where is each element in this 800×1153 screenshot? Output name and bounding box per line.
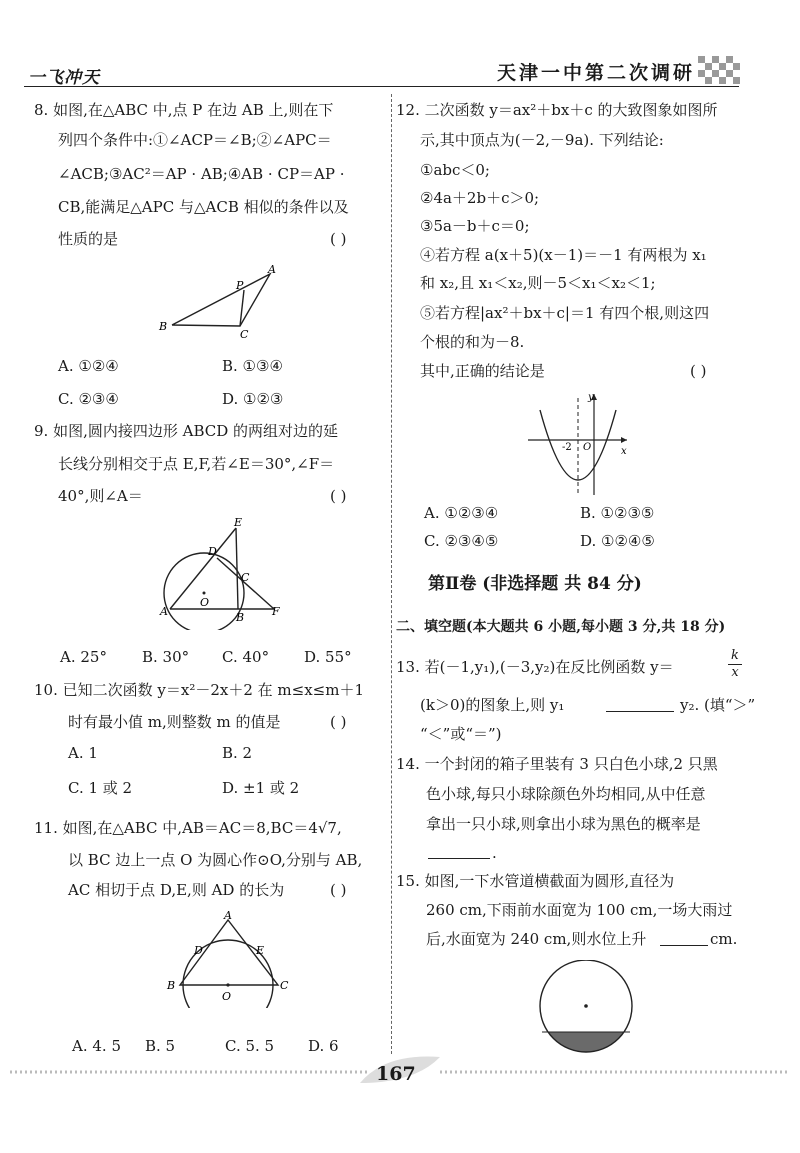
q12-line-9: 个根的和为－8. xyxy=(420,333,525,351)
option-B[interactable]: B. 5 xyxy=(145,1037,176,1055)
q13-line-2b: y₂. (填“＞” xyxy=(680,696,756,714)
option-D[interactable]: D. ①②④⑤ xyxy=(580,532,655,550)
q8-line-2: 列四个条件中:①∠ACP＝∠B;②∠APC＝ xyxy=(58,131,332,149)
answer-blank[interactable] xyxy=(606,711,674,712)
q14-line-1: 14. 一个封闭的箱子里装有 3 只白色小球,2 只黑 xyxy=(396,755,718,773)
option-D[interactable]: D. ①②③ xyxy=(222,390,284,408)
column-divider xyxy=(391,94,392,1054)
label-x: x xyxy=(621,446,627,457)
answer-paren: ( ) xyxy=(330,713,347,731)
triangle-figure xyxy=(150,262,290,342)
q8-line-5: 性质的是 xyxy=(58,230,119,248)
label-B: B xyxy=(236,611,245,624)
q12-line-7: 和 x₂,且 x₁＜x₂,则－5＜x₁＜x₂＜1; xyxy=(420,274,656,292)
label-minus-2: -2 xyxy=(562,442,572,453)
q9-line-1: 9. 如图,圆内接四边形 ABCD 的两组对边的延 xyxy=(34,422,339,440)
q13-line-2a: (k＞0)的图象上,则 y₁ xyxy=(420,696,565,714)
fraction-denominator: x xyxy=(731,665,739,680)
label-D: D xyxy=(194,944,203,957)
answer-paren: ( ) xyxy=(330,487,347,505)
q15-line-3b: cm. xyxy=(710,930,738,948)
label-C: C xyxy=(280,979,289,992)
option-A[interactable]: A. 4. 5 xyxy=(72,1037,121,1055)
option-C[interactable]: C. ②③④⑤ xyxy=(424,532,499,550)
q12-line-1: 12. 二次函数 y＝ax²＋bx＋c 的大致图象如图所 xyxy=(396,101,718,119)
option-A[interactable]: A. 1 xyxy=(68,744,98,762)
label-y: y xyxy=(588,392,594,403)
answer-paren: ( ) xyxy=(330,230,347,248)
q9-line-3: 40°,则∠A＝ xyxy=(58,487,143,505)
brand-logo: 一飞冲天 xyxy=(28,68,100,88)
answer-paren: ( ) xyxy=(330,881,347,899)
fraction xyxy=(728,648,742,681)
answer-paren: ( ) xyxy=(690,362,707,380)
label-P: P xyxy=(236,279,244,292)
label-E: E xyxy=(234,516,243,529)
fraction-numerator: k xyxy=(728,648,742,665)
answer-blank[interactable] xyxy=(428,858,490,859)
q14-line-2: 色小球,每只小球除颜色外均相同,从中任意 xyxy=(426,785,706,803)
label-E: E xyxy=(256,944,265,957)
pipe-cross-section-figure xyxy=(534,960,638,1060)
label-C: C xyxy=(240,328,249,341)
option-B[interactable]: B. 30° xyxy=(142,648,190,666)
q13-line-3: “＜”或“＝”) xyxy=(420,725,502,743)
label-O: O xyxy=(222,990,232,1003)
option-B[interactable]: B. ①②③⑤ xyxy=(580,504,655,522)
q14-tail: . xyxy=(492,844,497,862)
q11-line-1: 11. 如图,在△ABC 中,AB＝AC＝8,BC＝4√7, xyxy=(34,819,342,837)
q12-line-6: ④若方程 a(x＋5)(x－1)＝－1 有两根为 x₁ xyxy=(420,246,707,264)
option-C[interactable]: C. 40° xyxy=(222,648,270,666)
label-origin: O xyxy=(583,442,592,453)
q13-line-1: 13. 若(－1,y₁),(－3,y₂)在反比例函数 y＝ xyxy=(396,658,674,676)
q12-line-2: 示,其中顶点为(－2,－9a). 下列结论: xyxy=(420,131,664,149)
option-A[interactable]: A. 25° xyxy=(60,648,107,666)
q10-line-1: 10. 已知二次函数 y＝x²－2x＋2 在 m≤x≤m＋1 xyxy=(34,681,365,699)
q14-line-3: 拿出一只小球,则拿出小球为黑色的概率是 xyxy=(426,815,701,833)
checker-decoration-icon xyxy=(698,56,740,84)
q15-line-2: 260 cm,下雨前水面宽为 100 cm,一场大雨过 xyxy=(426,901,733,919)
q8-line-1: 8. 如图,在△ABC 中,点 P 在边 AB 上,则在下 xyxy=(34,101,334,119)
option-A[interactable]: A. ①②③④ xyxy=(424,504,499,522)
q15-line-3a: 后,水面宽为 240 cm,则水位上升 xyxy=(426,930,647,948)
header-divider xyxy=(24,86,739,87)
tangent-circle-figure xyxy=(160,908,300,1008)
label-A: A xyxy=(268,263,276,276)
label-O: O xyxy=(200,596,210,609)
option-C[interactable]: C. ②③④ xyxy=(58,390,119,408)
option-C[interactable]: C. 5. 5 xyxy=(225,1037,275,1055)
option-D[interactable]: D. 55° xyxy=(304,648,352,666)
option-A[interactable]: A. ①②④ xyxy=(58,357,119,375)
fill-in-section-title: 二、填空题(本大题共 6 小题,每小题 3 分,共 18 分) xyxy=(396,619,726,635)
label-A: A xyxy=(160,605,168,618)
label-C: C xyxy=(241,571,250,584)
label-A: A xyxy=(224,909,232,922)
q12-line-8: ⑤若方程|ax²＋bx＋c|＝1 有四个根,则这四 xyxy=(420,304,710,322)
q8-line-4: CB,能满足△APC 与△ACB 相似的条件以及 xyxy=(58,198,349,216)
cyclic-quadrilateral-figure xyxy=(150,515,290,630)
q9-line-2: 长线分别相交于点 E,F,若∠E＝30°,∠F＝ xyxy=(58,455,335,473)
page-header-title: 天津一中第二次调研 xyxy=(497,62,696,84)
q12-line-10: 其中,正确的结论是 xyxy=(420,362,545,380)
q11-line-3: AC 相切于点 D,E,则 AD 的长为 xyxy=(68,881,285,899)
q12-line-5: ③5a－b＋c＝0; xyxy=(420,217,530,235)
label-B: B xyxy=(159,320,168,333)
parabola-graph xyxy=(522,390,632,500)
label-D: D xyxy=(208,545,217,558)
option-D[interactable]: D. ±1 或 2 xyxy=(222,779,300,797)
q15-line-1: 15. 如图,一下水管道横截面为圆形,直径为 xyxy=(396,872,675,890)
q12-line-4: ②4a＋2b＋c＞0; xyxy=(420,189,540,207)
q10-line-2: 时有最小值 m,则整数 m 的值是 xyxy=(68,713,281,731)
page-number: 167 xyxy=(376,1063,416,1085)
q11-line-2: 以 BC 边上一点 O 为圆心作⊙O,分别与 AB, xyxy=(68,851,363,869)
q8-line-3: ∠ACB;③AC²＝AP · AB;④AB · CP＝AP · xyxy=(58,165,345,183)
option-B[interactable]: B. ①③④ xyxy=(222,357,283,375)
answer-blank[interactable] xyxy=(660,945,708,946)
option-C[interactable]: C. 1 或 2 xyxy=(68,779,133,797)
section-title: 第Ⅱ卷 (非选择题 共 84 分) xyxy=(428,574,642,594)
label-B: B xyxy=(167,979,176,992)
option-B[interactable]: B. 2 xyxy=(222,744,253,762)
label-F: F xyxy=(272,605,280,618)
option-D[interactable]: D. 6 xyxy=(308,1037,339,1055)
q12-line-3: ①abc＜0; xyxy=(420,161,490,179)
